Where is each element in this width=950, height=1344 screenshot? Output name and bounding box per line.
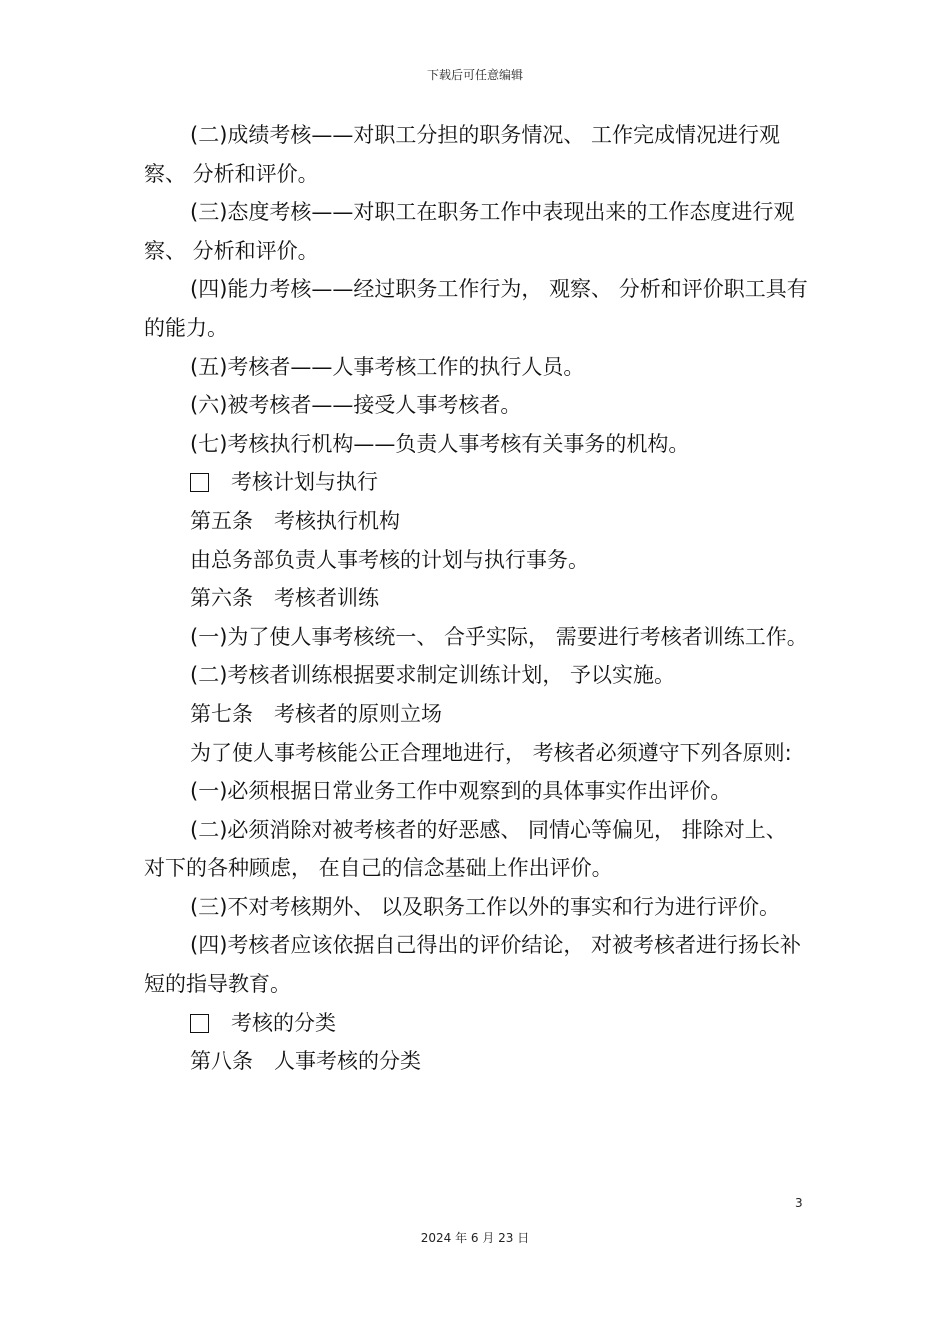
- paragraph-text: (二)必须消除对被考核者的好恶感、 同情心等偏见， 排除对上、 对下的各种顾虑， 在自己的信念基础上作出评价。: [144, 817, 787, 881]
- article-heading-text: 第五条 考核执行机构: [190, 508, 400, 533]
- paragraph: [144, 386, 808, 425]
- article-heading: [144, 502, 808, 541]
- paragraph: [144, 193, 808, 270]
- section-heading-text: 考核计划与执行: [231, 470, 378, 495]
- paragraph: [144, 888, 808, 927]
- paragraph: [144, 656, 808, 695]
- paragraph-text: (三)不对考核期外、 以及职务工作以外的事实和行为进行评价。: [190, 894, 781, 919]
- article-heading: [144, 579, 808, 618]
- paragraph-text: (四)考核者应该依据自己得出的评价结论， 对被考核者进行扬长补短的指导教育。: [144, 933, 802, 997]
- paragraph: [144, 270, 808, 347]
- article-heading-text: 第六条 考核者训练: [190, 586, 379, 611]
- page-footer-date: 2024 年 6 月 23 日: [420, 1231, 530, 1245]
- section-heading-text: 考核的分类: [231, 1010, 336, 1035]
- paragraph-text: (一)必须根据日常业务工作中观察到的具体事实作出评价。: [190, 779, 732, 804]
- paragraph-text: 为了使人事考核能公正合理地进行， 考核者必须遵守下列各原则:: [190, 740, 792, 765]
- page-number: 3: [795, 1196, 803, 1210]
- paragraph: [144, 734, 808, 773]
- paragraph: [144, 926, 808, 1003]
- checkbox-square-icon: [190, 1014, 209, 1033]
- paragraph-text: (二)考核者训练根据要求制定训练计划， 予以实施。: [190, 663, 676, 688]
- paragraph: [144, 116, 808, 193]
- paragraph-text: 由总务部负责人事考核的计划与执行事务。: [190, 547, 589, 572]
- paragraph-text: (四)能力考核——经过职务工作行为， 观察、 分析和评价职工具有的能力。: [144, 277, 808, 340]
- paragraph: [144, 811, 808, 888]
- paragraph: [144, 772, 808, 811]
- section-heading: [144, 463, 808, 502]
- paragraph: [144, 425, 808, 464]
- paragraph: [144, 348, 808, 387]
- article-heading-text: 第八条 人事考核的分类: [190, 1049, 421, 1074]
- paragraph-text: (六)被考核者——接受人事考核者。: [190, 393, 522, 418]
- document-body: [144, 116, 808, 1081]
- page-header: 下载后可任意编辑: [426, 68, 523, 82]
- article-heading-text: 第七条 考核者的原则立场: [190, 701, 442, 726]
- paragraph-text: (一)为了使人事考核统一、 合乎实际， 需要进行考核者训练工作。: [190, 624, 808, 649]
- article-heading: [144, 695, 808, 734]
- paragraph-text: (二)成绩考核——对职工分担的职务情况、 工作完成情况进行观察、 分析和评价。: [144, 123, 781, 186]
- paragraph-text: (三)态度考核——对职工在职务工作中表现出来的工作态度进行观察、 分析和评价。: [144, 200, 795, 263]
- section-heading: [144, 1004, 808, 1043]
- paragraph-text: (五)考核者——人事考核工作的执行人员。: [190, 354, 585, 379]
- paragraph: [144, 618, 808, 657]
- paragraph: [144, 541, 808, 580]
- paragraph-text: (七)考核执行机构——负责人事考核有关事务的机构。: [190, 431, 690, 456]
- article-heading: [144, 1042, 808, 1081]
- checkbox-square-icon: [190, 473, 209, 492]
